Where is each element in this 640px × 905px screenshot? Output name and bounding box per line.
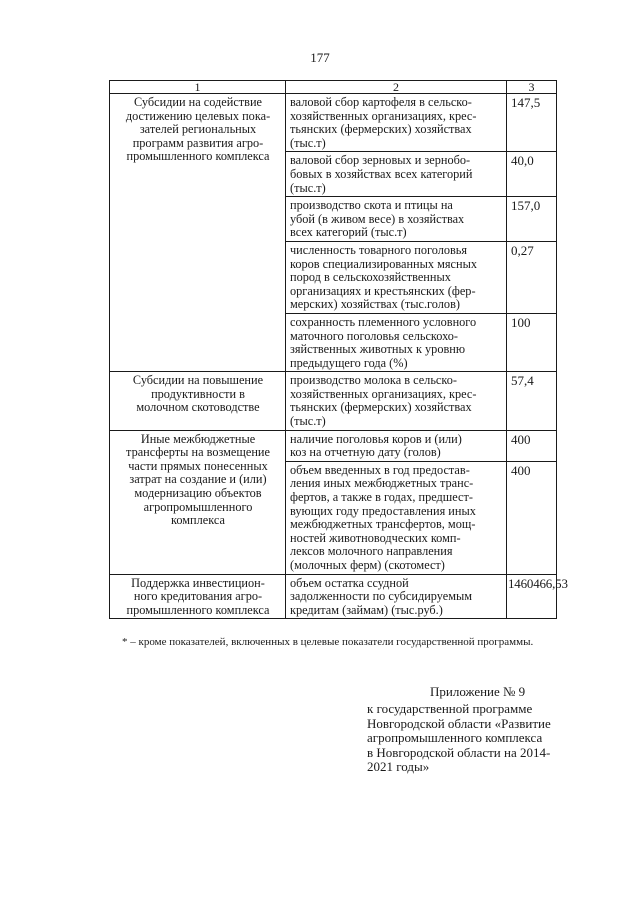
program-cell	[110, 94, 286, 372]
indicator-line: валовой сбор картофеля в сельско-	[290, 95, 472, 109]
program-line: трансферты на возмещение	[126, 445, 270, 460]
indicator-line: задолженности по субсидируемым	[290, 589, 473, 604]
value-cell: 400	[507, 461, 557, 574]
indicator-line: наличие поголовья коров и (или)	[290, 431, 462, 446]
indicator-cell	[286, 313, 507, 371]
program-line: промышленного комплекса	[126, 602, 270, 617]
program-line: продуктивности в	[151, 386, 245, 401]
appendix-line: к государственной программе	[367, 701, 533, 716]
indicator-line: лексов молочного направления	[290, 544, 453, 559]
program-line: Поддержка инвестицион-	[131, 575, 265, 590]
indicator-cell	[286, 197, 507, 242]
table-row	[110, 574, 557, 619]
indicator-line: межбюджетных трансфертов, мощ-	[290, 517, 476, 532]
column-header: 3	[507, 81, 557, 94]
program-line: программ развития агро-	[132, 135, 264, 150]
indicator-line: ления иных межбюджетных транс-	[290, 476, 474, 491]
value-cell: 400	[507, 430, 557, 461]
program-line: Субсидии на повышение	[132, 373, 264, 388]
table-row	[110, 372, 557, 430]
table-row	[110, 430, 557, 461]
indicator-line: зяйственных животных к уровню	[290, 342, 466, 357]
indicator-line: (тыс.т)	[290, 180, 326, 195]
indicator-line: вующих году предоставления иных	[290, 503, 476, 518]
indicator-line: кредитам (займам) (тыс.руб.)	[290, 602, 443, 617]
value-cell: 100	[507, 313, 557, 371]
indicator-line: объем введенных в год предостав-	[290, 462, 470, 477]
indicator-line: (тыс.т)	[290, 414, 326, 429]
program-line: молочном скотоводстве	[136, 400, 260, 415]
indicator-line: (тыс.т)	[290, 135, 326, 150]
indicators-table	[109, 80, 568, 619]
indicator-line: организациях и крестьянских (фер-	[290, 283, 476, 298]
table-row	[110, 94, 557, 152]
program-line: части прямых понесенных	[128, 458, 268, 473]
indicator-cell	[286, 94, 507, 152]
program-line: модернизацию объектов	[134, 486, 262, 501]
indicator-line: коз на отчетную дату (голов)	[290, 445, 441, 460]
appendix-line: агропромышленного комплекса	[367, 730, 543, 745]
appendix-line: Новгородской области «Развитие	[367, 715, 551, 731]
indicator-line: валовой сбор зерновых и зернобо-	[290, 153, 471, 168]
page-number: 177	[310, 50, 330, 65]
indicator-cell	[286, 574, 507, 619]
indicator-line: тьянских (фермерских) хозяйствах	[290, 122, 472, 137]
indicator-cell	[286, 372, 507, 430]
value-cell: 157,0	[507, 197, 557, 242]
program-line: зателей региональных	[139, 122, 257, 137]
indicator-line: производство молока в сельско-	[290, 373, 457, 388]
program-line: Субсидии на содействие	[133, 95, 262, 109]
program-line: ного кредитования агро-	[133, 589, 263, 604]
program-line: агропромышленного	[143, 499, 253, 514]
indicator-line: всех категорий (тыс.т)	[290, 225, 407, 240]
value-cell: 57,4	[507, 372, 557, 430]
program-cell	[110, 574, 286, 619]
footnote: * – кроме показателей, включенных в целевые показатели государственной программы.	[122, 636, 534, 648]
indicator-line: бовых в хозяйствах всех категорий	[290, 166, 473, 181]
indicator-line: сохранность племенного условного	[290, 314, 477, 329]
indicator-line: мерских) хозяйствах (тыс.голов)	[290, 297, 460, 312]
value-cell: 0,27	[507, 241, 557, 313]
indicator-line: хозяйственных организациях, крес-	[290, 108, 477, 123]
appendix-caption	[367, 702, 607, 775]
indicator-line: маточного поголовья сельскохо-	[290, 328, 459, 343]
indicator-line: ностей животноводческих комп-	[290, 530, 461, 545]
appendix-line: 2021 годы»	[367, 759, 430, 774]
column-header: 2	[286, 81, 507, 94]
program-line: промышленного комплекса	[126, 149, 270, 164]
program-line: Иные межбюджетные	[140, 431, 256, 446]
indicator-line: предыдущего года (%)	[290, 355, 408, 370]
appendix-title: Приложение № 9	[430, 684, 526, 699]
program-cell	[110, 372, 286, 430]
indicator-line: тьянских (фермерских) хозяйствах	[290, 400, 472, 415]
value-cell: 1460466,53	[507, 574, 557, 619]
program-cell	[110, 430, 286, 574]
value-cell: 40,0	[507, 152, 557, 197]
indicator-line: (молочных ферм) (скотомест)	[290, 558, 445, 572]
appendix-line: в Новгородской области на 2014-	[367, 744, 551, 760]
indicator-line: численность товарного поголовья	[290, 242, 468, 257]
column-header: 1	[110, 81, 286, 94]
indicator-cell	[286, 152, 507, 197]
indicator-line: объем остатка ссудной	[290, 575, 409, 590]
program-line: комплекса	[171, 513, 225, 528]
indicator-cell	[286, 241, 507, 313]
indicator-line: убой (в живом весе) в хозяйствах	[290, 211, 465, 226]
indicator-line: пород в сельскохозяйственных	[290, 270, 451, 285]
indicator-cell	[286, 461, 507, 574]
indicator-line: производство скота и птицы на	[290, 198, 453, 213]
table-header-row	[110, 81, 557, 94]
program-line: затрат на создание и (или)	[129, 472, 267, 487]
program-line: достижению целевых пока-	[125, 108, 271, 123]
indicator-line: хозяйственных организациях, крес-	[290, 386, 477, 401]
value-cell: 147,5	[507, 94, 557, 152]
indicator-line: фертов, а также в годах, предшест-	[290, 490, 473, 505]
indicator-line: коров специализированных мясных	[290, 256, 477, 271]
indicator-cell	[286, 430, 507, 461]
